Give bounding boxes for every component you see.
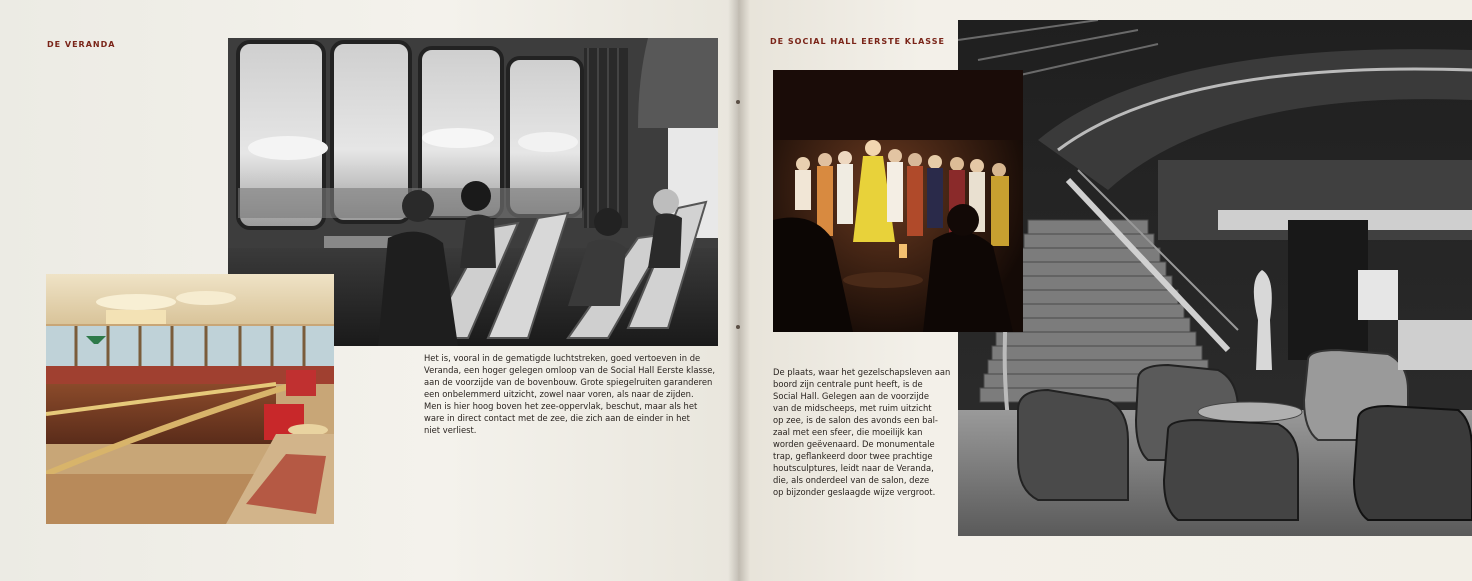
book-gutter — [728, 0, 750, 581]
social-hall-line: boord zijn centrale punt heeft, is de — [773, 379, 923, 389]
binding-hole — [736, 325, 740, 329]
ballroom-color-photo — [773, 70, 1023, 332]
social-hall-line: op bijzonder geslaagde wijze vergroot. — [773, 487, 936, 497]
social-hall-line: die, als onderdeel van de salon, deze — [773, 475, 930, 485]
veranda-line: aan de voorzijde van de bovenbouw. Grote spiegelruiten garanderen — [424, 377, 713, 387]
veranda-line: ware in direct contact met de zee, die zich aan de einder in het — [424, 413, 690, 423]
social-hall-line: zaal met een sfeer, die moeilijk kan — [773, 427, 923, 437]
social-hall-line: Social Hall. Gelegen aan de voorzijde — [773, 391, 929, 401]
social-hall-paragraph — [773, 366, 959, 498]
veranda-line: een onbelemmerd uitzicht, zowel naar voren, als naar de zijden. — [424, 389, 694, 399]
veranda-heading: DE VERANDA — [47, 40, 116, 49]
binding-hole — [736, 100, 740, 104]
veranda-paragraph — [424, 352, 720, 436]
social-hall-line: houtsculptures, leidt naar de Veranda, — [773, 463, 934, 473]
social-hall-staircase-photo — [958, 20, 1472, 536]
veranda-line: Men is hier hoog boven het zee-oppervlak, beschut, maar als het — [424, 401, 698, 411]
social-hall-line: op zee, is de salon des avonds een bal- — [773, 415, 938, 425]
veranda-color-photo — [46, 274, 334, 524]
social-hall-heading: DE SOCIAL HALL EERSTE KLASSE — [770, 37, 945, 46]
social-hall-line: van de midscheeps, met ruim uitzicht — [773, 403, 932, 413]
veranda-line: Veranda, een hoger gelegen omloop van de Social Hall Eerste klasse, — [424, 365, 716, 375]
social-hall-line: trap, geflankeerd door twee prachtige — [773, 451, 933, 461]
right-page — [738, 0, 1472, 581]
social-hall-line: De plaats, waar het gezelschapsleven aan — [773, 367, 951, 377]
social-hall-line: worden geëvenaard. De monumentale — [773, 439, 935, 449]
veranda-line: niet verliest. — [424, 425, 477, 435]
veranda-line: Het is, vooral in de gematigde luchtstreken, goed vertoeven in de — [424, 353, 701, 363]
